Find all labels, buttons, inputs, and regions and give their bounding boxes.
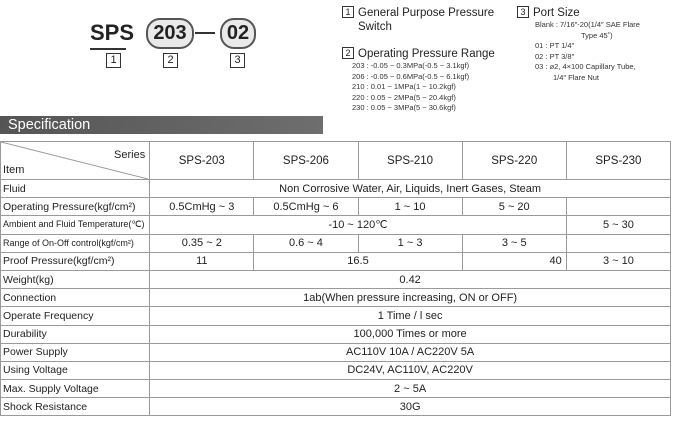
table-row [1, 216, 671, 234]
cell-value: 40 [462, 252, 566, 270]
note-title: Operating Pressure Range [358, 48, 495, 60]
cell-value: 3 ~ 10 [566, 252, 670, 270]
row-label: Proof Pressure(kgf/cm²) [1, 252, 150, 270]
column-header: SPS-210 [358, 142, 462, 180]
code-dash [195, 32, 215, 34]
note-number: 2 [342, 47, 354, 59]
specification-table [0, 141, 671, 416]
cell-value: 5 ~ 20 [462, 198, 566, 216]
cell-value: 3 ~ 5 [462, 234, 566, 252]
range-item: 203 : -0.05 ~ 0.3MPa(-0.5 ~ 3.1kgf) [352, 61, 470, 70]
range-item: 210 : 0.01 ~ 1MPa(1 ~ 10.2kgf) [352, 82, 456, 91]
row-label: Operate Frequency [1, 307, 150, 325]
row-value: -10 ~ 120℃ [150, 216, 567, 234]
table-row [1, 343, 671, 361]
row-value: 30G [150, 398, 671, 416]
code-box-2: 2 [163, 53, 178, 68]
row-value: 0.42 [150, 270, 671, 288]
row-label: Fluid [1, 180, 150, 198]
table-row [1, 380, 671, 398]
note-number: 3 [517, 6, 529, 18]
cell-value: 11 [150, 252, 254, 270]
model-code [88, 14, 258, 74]
table-row [1, 198, 671, 216]
port-item: Blank : 7/16″-20(1/4″ SAE Flare [535, 20, 640, 29]
cell-value: 1 ~ 3 [358, 234, 462, 252]
header-corner-cell [1, 142, 150, 180]
table-row [1, 270, 671, 288]
series-label: Series [114, 149, 146, 161]
row-label: Weight(kg) [1, 270, 150, 288]
row-value: DC24V, AC110V, AC220V [150, 361, 671, 379]
cell-value: 0.5CmHg ~ 6 [254, 198, 358, 216]
cell-value: 0.35 ~ 2 [150, 234, 254, 252]
row-value: 1 Time / l sec [150, 307, 671, 325]
port-item: 03 : ⌀2, 4×100 Capillary Tube, [535, 62, 636, 71]
row-label: Power Supply [1, 343, 150, 361]
row-label: Durability [1, 325, 150, 343]
note-title: General Purpose Pressure [358, 7, 495, 19]
code-box-3: 3 [230, 53, 245, 68]
row-value: AC110V 10A / AC220V 5A [150, 343, 671, 361]
range-code-oval: 203 [146, 18, 194, 49]
row-label: Shock Resistance [1, 398, 150, 416]
column-header: SPS-220 [462, 142, 566, 180]
range-item: 206 : -0.05 ~ 0.6MPa(-0.5 ~ 6.1kgf) [352, 71, 470, 81]
code-box-1: 1 [106, 53, 121, 68]
table-header-row [1, 142, 671, 180]
row-label: Range of On-Off control(kgf/cm²) [1, 234, 150, 252]
table-row [1, 398, 671, 416]
row-label: Operating Pressure(kgf/cm²) [1, 198, 150, 216]
column-header: SPS-206 [254, 142, 358, 180]
table-row [1, 252, 671, 270]
cell-value [566, 234, 670, 252]
port-item: 02 : PT 3/8″ [535, 51, 575, 61]
specification-title: Specification [8, 117, 91, 133]
row-label: Ambient and Fluid Temperature(℃) [1, 216, 150, 234]
cell-value: 1 ~ 10 [358, 198, 462, 216]
row-label: Connection [1, 289, 150, 307]
port-item: 01 : PT 1/4″ [535, 41, 575, 50]
row-value: 1ab(When pressure increasing, ON or OFF) [150, 289, 671, 307]
cell-value: 0.5CmHg ~ 3 [150, 198, 254, 216]
model-prefix: SPS [90, 20, 135, 45]
column-header: SPS-230 [566, 142, 670, 180]
note-title-line2: Switch [358, 21, 392, 33]
specification-header-bar [0, 116, 323, 134]
column-header: SPS-203 [150, 142, 254, 180]
cell-value: 5 ~ 30 [566, 216, 670, 234]
port-item: Type 45˚) [581, 30, 613, 40]
port-code-oval: 02 [220, 18, 256, 49]
note-number: 1 [342, 6, 354, 18]
cell-value: 16.5 [254, 252, 462, 270]
cell-value: 0.6 ~ 4 [254, 234, 358, 252]
table-row [1, 361, 671, 379]
table-row [1, 180, 671, 198]
cell-value [566, 198, 670, 216]
row-value: Non Corrosive Water, Air, Liquids, Inert Gases, Steam [150, 180, 671, 198]
note-title: Port Size [533, 7, 580, 19]
table-row [1, 234, 671, 252]
row-value: 2 ~ 5A [150, 380, 671, 398]
table-row [1, 289, 671, 307]
row-label: Max. Supply Voltage [1, 380, 150, 398]
port-item: 1/4″ Flare Nut [553, 72, 600, 82]
note-operating-range [342, 47, 512, 114]
row-label: Using Voltage [1, 361, 150, 379]
table-row [1, 325, 671, 343]
prefix-underline [90, 48, 126, 50]
row-value: 100,000 Times or more [150, 325, 671, 343]
item-label: Item [3, 164, 25, 176]
range-item: 230 : 0.05 ~ 3MPa(5 ~ 30.6kgf) [352, 103, 456, 112]
range-item: 220 : 0.05 ~ 2MPa(5 ~ 20.4kgf) [352, 92, 456, 102]
note-port-size [517, 6, 672, 83]
table-row [1, 307, 671, 325]
note-general-purpose [342, 6, 512, 34]
